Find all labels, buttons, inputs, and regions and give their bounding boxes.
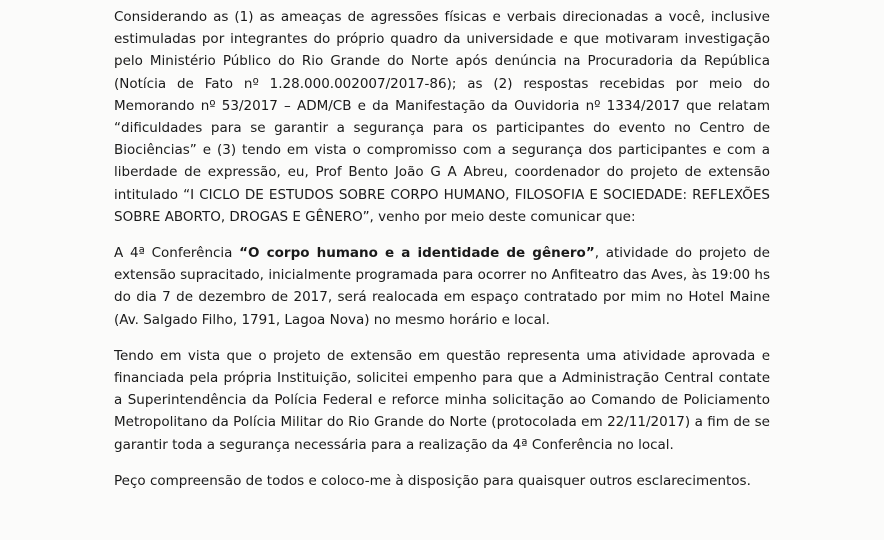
paragraph-announcement xyxy=(114,242,770,331)
announcement-intro: A 4ª Conferência xyxy=(114,245,240,262)
paragraph-security-request: Tendo em vista que o projeto de extensão em questão representa uma atividade aprovada e financiada pela própria Instituição, solicitei empenho para que a Administração Central contate a Superintendência da Polícia Federal e reforce minha solicitação ao Comando de Policiamento Metropolitano da Polícia Militar do Rio Grande do Norte (protocolada em 22/11/2017) a fim de se garantir toda a segurança necessária para a realização da 4ª Conferência no local. xyxy=(114,347,770,453)
paragraph-context: Considerando as (1) as ameaças de agressões físicas e verbais direcionadas a você, inclusive estimuladas por integrantes do próprio quadro da universidade e que motivaram investigação pelo Ministério Público do Rio Grande do Norte após denúncia na Procuradoria da República (Notícia de Fato nº 1.28.000.002007/2017-86); as (2) respostas recebidas por meio do Memorando nº 53/2017 – ADM/CB e da Manifestação da Ouvidoria nº 1334/2017 que relatam “dificuldades para se garantir a segurança para os participantes do evento no Centro de Biociências” e (3) tendo em vista o compromisso com a segurança dos participantes e com a liberdade de expressão, eu, Prof Bento João G A Abreu, coordenador do projeto de extensão intitulado “I CICLO DE ESTUDOS SOBRE CORPO HUMANO, FILOSOFIA E SOCIEDADE: REFLEXÕES SOBRE ABORTO, DROGAS E GÊNERO”, venho por meio deste comunicar que: xyxy=(114,9,770,225)
conference-title: “O corpo humano e a identidade de gênero” xyxy=(239,245,595,262)
announcement-details: , atividade do projeto de extensão supracitado, inicialmente programada para ocorrer no Anfiteatro das Aves, às 19:00 hs do dia 7 de dezembro de 2017, será realocada em espaço contratado por mim no Hotel Maine (Av. Salgado Filho, 1791, Lagoa Nova) no mesmo horário e local. xyxy=(114,245,770,328)
letter-body xyxy=(114,6,770,492)
paragraph-closing: Peço compreensão de todos e coloco-me à disposição para quaisquer outros esclarecimentos. xyxy=(114,472,751,489)
